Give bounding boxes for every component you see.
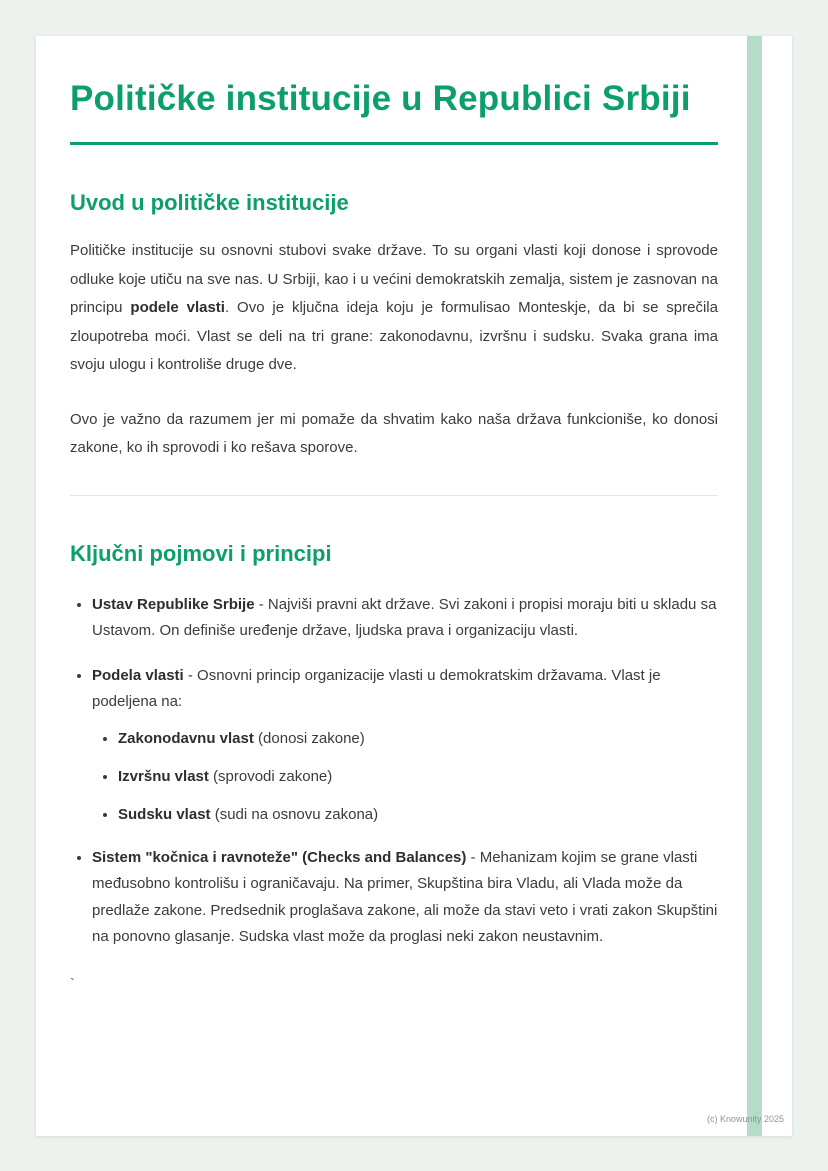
document-content (36, 36, 792, 990)
term-description: - Najviši pravni akt države. Svi zakoni i propisi moraju biti u skladu sa Ustavom. On definiše uređenje države, ljudska prava i organizaciju vlasti. (92, 596, 717, 640)
term-bold: Izvršnu vlast (118, 768, 209, 786)
term-bold: Zakonodavnu vlast (118, 730, 254, 748)
section-heading-key-concepts: Ključni pojmovi i principi (70, 540, 332, 566)
section-heading-intro: Uvod u političke institucije (70, 189, 349, 215)
footer-credit: (c) Knowunity 2025 (706, 1114, 784, 1124)
section-divider (70, 495, 718, 496)
intro-paragraph-2: Ovo je važno da razumem jer mi pomaže da shvatim kako naša država funkcioniše, ko donosi zakone, ko ih sprovodi i ko rešava sporove. (70, 410, 718, 457)
document-page (36, 36, 792, 1136)
term-description: - Osnovni princip organizacije vlasti u demokratskim državama. Vlast je podeljena na: (92, 666, 661, 710)
bold-text-run: podele vlasti (130, 299, 225, 317)
term-description: (sudi na osnovu zakona) (210, 806, 379, 824)
term-description: - Mehanizam kojim se grane vlasti međusobno kontrolišu i ograničavaju. Na primer, Skupština bira Vladu, ali Vlada može da predlaže zakone. Predsednik proglašava zakone, ali može da stavi veto i vrati zakon Skupštini na ponovno glasanje. Sudska vlast može da proglasi neki zakon neustavnim. (92, 849, 718, 945)
intro-paragraph-1 (70, 237, 718, 380)
term-bold: Podela vlasti (92, 666, 184, 684)
list-item (92, 592, 718, 645)
text-run: Političke institucije su osnovni stubovi svake države. To su organi vlasti koji donose i sprovode odluke koje utiču na sve nas. U Srbiji, kao i u većini demokratskih zemalja, sistem je zasnovan na principu (70, 242, 718, 317)
stray-character: ` (70, 975, 75, 992)
list-item (92, 663, 718, 828)
term-description: (donosi zakone) (253, 730, 365, 748)
term-bold: Sistem "kočnica i ravnoteže" (Checks and Balances) (92, 849, 467, 867)
term-description: (sprovodi zakone) (208, 768, 333, 786)
title-underline (70, 142, 718, 145)
page-title: Političke institucije u Republici Srbiji (70, 79, 691, 118)
term-bold: Sudsku vlast (118, 806, 211, 824)
key-concepts-list (70, 592, 718, 950)
sub-list-item (118, 765, 718, 789)
term-bold: Ustav Republike Srbije (92, 596, 255, 614)
sub-list (92, 727, 718, 827)
list-item (92, 845, 718, 950)
sub-list-item (118, 727, 718, 751)
sub-list-item (118, 803, 718, 827)
text-run: . Ovo je ključna ideja koju je formulisao Monteskje, da bi se sprečila zloupotreba moći. Vlast se deli na tri grane: zakonodavnu, izvršnu i sudsku. Svaka grana ima svoju ulogu i kontroliše druge dve. (70, 299, 718, 374)
